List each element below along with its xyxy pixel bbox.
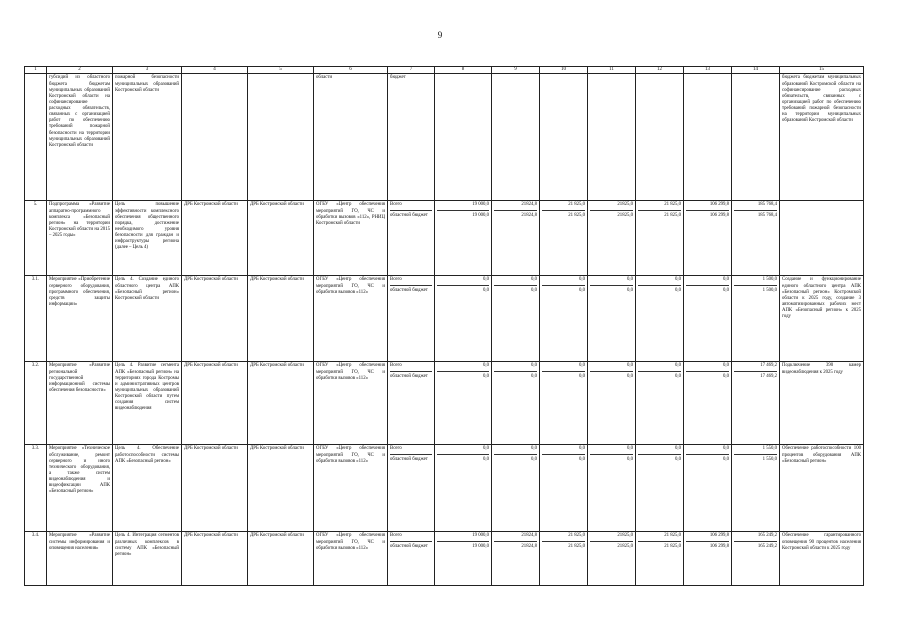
column-number: 13: [684, 67, 732, 74]
cell-result: Обеспечение работоспособности 100 процентов оборудования АПК «Безопасный регион»: [780, 445, 864, 532]
cell-amount: [540, 362, 588, 445]
amount-value: 185 768,4: [757, 212, 777, 218]
amount-value: 0,0: [531, 456, 537, 462]
cell-amount: [540, 445, 588, 532]
cell-amount: [684, 362, 732, 445]
cell-result: Обеспечение гарантированного оповещения 90 процентов населения Костромской области к 2025 году: [780, 532, 864, 586]
cell-amount: [588, 362, 636, 445]
cell-coexecutor: ДРБ Костромской области: [248, 362, 314, 445]
cell-amount: [435, 445, 492, 532]
funding-source: областной бюджет: [390, 287, 428, 293]
cell-amount: [435, 201, 492, 276]
cell-number: 5.: [25, 201, 47, 276]
cell-amount: [588, 532, 636, 586]
cell-name: Подпрограмма «Развитие аппаратно-программного комплекса «Безопасный регион» на территории Костромской области на 2015 – 2025 годы»: [47, 201, 113, 276]
column-number: 3: [113, 67, 182, 74]
amount-value: 0,0: [579, 287, 585, 293]
column-number: 7: [388, 67, 435, 74]
column-number: 14: [732, 67, 780, 74]
amount-value: 165 249,2: [757, 543, 777, 549]
table-row: [25, 362, 864, 445]
amount-value: 21 825,0: [542, 202, 585, 210]
amount-value: 17 469,2: [734, 363, 777, 371]
cell-participants: ОГБУ «Центр обеспечения мероприятий ГО, ЧС и обработки вызовов «112»: [314, 445, 388, 532]
amount-value: 0,0: [627, 373, 633, 379]
amount-value: 19 000,0: [472, 212, 489, 218]
cell-name: Мероприятие «Развитие региональной государственной информационной системы обеспечения безопасности»: [47, 362, 113, 445]
cell-amount: [540, 532, 588, 586]
amount-value: 0,0: [483, 456, 489, 462]
cell-amount: [435, 362, 492, 445]
cell-amount: [732, 362, 780, 445]
cell-number: 3.4.: [25, 532, 47, 586]
cell-result: Создание и функционирование единого областного центра АПК «Безопасный регион» Костромской области к 2025 году, создание 3 автоматизированных рабочих мест АПК «Безопасный регион» к 2025 году: [780, 276, 864, 362]
amount-value: 19 000,0: [437, 533, 489, 541]
table-row: [25, 445, 864, 532]
column-number: 1: [25, 67, 47, 74]
cell-amount: [492, 276, 540, 362]
cell-amount: [435, 276, 492, 362]
amount-value: 1 550,0: [762, 456, 777, 462]
cell-number: 3.1.: [25, 276, 47, 362]
cell-result: [780, 201, 864, 276]
cell-source: [388, 532, 435, 586]
cell-responsible: ДРБ Костромской области: [182, 445, 248, 532]
cell-amount: [492, 532, 540, 586]
amount-value: 21 825,0: [638, 533, 681, 541]
funding-source: Всего: [390, 446, 432, 454]
cell-participants: области: [314, 74, 388, 201]
cell-amount: [684, 532, 732, 586]
amount-value: 0,0: [542, 363, 585, 371]
cell-participants: ОГБУ «Центр обеспечения мероприятий ГО, ЧС и обработки вызовов «112», РНИЦ Костромской области: [314, 201, 388, 276]
amount-value: 106 299,8: [686, 533, 729, 541]
amount-value: 17 469,2: [760, 373, 777, 379]
column-number: 6: [314, 67, 388, 74]
amount-value: 21825,0: [617, 212, 633, 218]
amount-value: 0,0: [579, 373, 585, 379]
cell-name: Мероприятие «Приобретение серверного оборудования, программного обеспечения, средств защиты информации»: [47, 276, 113, 362]
page-number: 9: [437, 30, 443, 40]
amount-value: 0,0: [686, 363, 729, 371]
amount-value: 0,0: [675, 373, 681, 379]
amount-value: 21825,0: [590, 533, 633, 541]
amount-value: 21 825,0: [568, 543, 585, 549]
funding-source: областной бюджет: [390, 456, 428, 462]
cell-name: Мероприятие «Развитие системы информирования и оповещения населения»: [47, 532, 113, 586]
cell-amount: [732, 201, 780, 276]
amount-value: 0,0: [437, 277, 489, 285]
cell-source: бюджет: [388, 74, 435, 201]
cell-amount: [636, 201, 684, 276]
column-number-row: [25, 67, 864, 74]
cell-amount: [540, 201, 588, 276]
column-number: 2: [47, 67, 113, 74]
continuation-row: [25, 74, 864, 201]
column-number: 5: [248, 67, 314, 74]
cell-amount: [588, 445, 636, 532]
amount-value: 0,0: [638, 363, 681, 371]
amount-value: 21 825,0: [638, 202, 681, 210]
funding-source: Всего: [390, 202, 432, 210]
amount-value: 0,0: [723, 456, 729, 462]
table-row: [25, 201, 864, 276]
cell-amount: [636, 532, 684, 586]
amount-value: 0,0: [590, 277, 633, 285]
cell-amount: [588, 276, 636, 362]
amount-value: 0,0: [542, 277, 585, 285]
cell-amount: [684, 201, 732, 276]
cell-responsible: ДРБ Костромской области: [182, 201, 248, 276]
cell-amount: [732, 532, 780, 586]
amount-value: 0,0: [531, 373, 537, 379]
cell-name: Мероприятие «Техническое обслуживание, ремонт серверного и иного технического оборудования, а также систем видеонаблюдения и видеофиксации АПК «Безопасный регион»: [47, 445, 113, 532]
amount-value: 0,0: [627, 287, 633, 293]
cell-responsible: ДРБ Костромской области: [182, 362, 248, 445]
amount-value: 0,0: [483, 373, 489, 379]
cell-source: [388, 276, 435, 362]
table-row: [25, 532, 864, 586]
cell-participants: ОГБУ «Центр обеспечения мероприятий ГО, ЧС и обработки вызовов «112»: [314, 362, 388, 445]
cell-name: губсидий из областного бюджета бюджетам муниципальных образований Костромской области на софинансирование расходных обязательств, связанных с организацией работ по обеспечению требований пожарной безопасности на территории муниципальных образований Костромской области: [47, 74, 113, 201]
amount-value: 0,0: [723, 373, 729, 379]
cell-source: [388, 445, 435, 532]
cell-result: бюджета бюджетам муниципальных образований Костромской области на софинансирование расходных обязательств, связанных с организацией работ по обеспечению требований пожарной безопасности на территории муниципальных образований Костромской области: [780, 74, 864, 201]
amount-value: 19 000,0: [437, 202, 489, 210]
column-number: 4: [182, 67, 248, 74]
funding-source: Всего: [390, 277, 432, 285]
amount-value: 21824,8: [494, 533, 537, 541]
cell-number: 3.3.: [25, 445, 47, 532]
cell-coexecutor: ДРБ Костромской области: [248, 201, 314, 276]
cell-coexecutor: ДРБ Костромской области: [248, 532, 314, 586]
amount-value: 0,0: [686, 446, 729, 454]
cell-amount: [435, 532, 492, 586]
funding-source: областной бюджет: [390, 373, 428, 379]
amount-value: 19 000,0: [472, 543, 489, 549]
cell-result: Подключение 390 камер видеонаблюдения к 2025 году: [780, 362, 864, 445]
cell-amount: [540, 276, 588, 362]
cell-amount: [636, 445, 684, 532]
amount-value: 0,0: [494, 446, 537, 454]
amount-value: 0,0: [590, 363, 633, 371]
cell-responsible: ДРБ Костромской области: [182, 276, 248, 362]
amount-value: 0,0: [675, 287, 681, 293]
cell-amount: [636, 362, 684, 445]
amount-value: 1 500,0: [734, 277, 777, 285]
amount-value: 21 825,0: [664, 543, 681, 549]
amount-value: 0,0: [590, 446, 633, 454]
column-number: 15: [780, 67, 864, 74]
amount-value: 106 299,8: [709, 543, 729, 549]
amount-value: 0,0: [437, 446, 489, 454]
cell-goal: Цель повышение эффективности комплексного обеспечения общественного порядка, достижение необходимого уровня безопасности для граждан и инфраструктуры региона (далее – Цель 4): [113, 201, 182, 276]
amount-value: 0,0: [638, 277, 681, 285]
cell-amount: [492, 362, 540, 445]
cell-amount: [732, 276, 780, 362]
table-row: [25, 276, 864, 362]
cell-coexecutor: ДРБ Костромской области: [248, 445, 314, 532]
cell-amount: [492, 201, 540, 276]
amount-value: 0,0: [638, 446, 681, 454]
column-number: 11: [588, 67, 636, 74]
amount-value: 0,0: [542, 446, 585, 454]
amount-value: 1 550,0: [734, 446, 777, 454]
cell-amount: [732, 445, 780, 532]
amount-value: 165 249,2: [734, 533, 777, 541]
funding-source: областной бюджет: [390, 212, 428, 218]
funding-source: Всего: [390, 363, 432, 371]
funding-source: Всего: [390, 533, 432, 541]
cell-amount: [636, 276, 684, 362]
program-table: [24, 66, 864, 586]
cell-source: [388, 362, 435, 445]
amount-value: 106 299,8: [709, 212, 729, 218]
column-number: 8: [435, 67, 492, 74]
cell-goal: Цель 4. Создание единого областного центра АПК «Безопасный регион» Костромской области: [113, 276, 182, 362]
cell-coexecutor: ДРБ Костромской области: [248, 276, 314, 362]
cell-participants: ОГБУ «Центр обеспечения мероприятий ГО, ЧС и обработки вызовов «112»: [314, 532, 388, 586]
cell-source: [388, 201, 435, 276]
amount-value: 0,0: [675, 456, 681, 462]
amount-value: 21824,8: [521, 212, 537, 218]
amount-value: 0,0: [531, 287, 537, 293]
amount-value: 1 500,0: [762, 287, 777, 293]
cell-goal: Цель 4. Интеграция сегментов различных комплексов в систему АПК «Безопасный регион»: [113, 532, 182, 586]
cell-amount: [684, 276, 732, 362]
amount-value: 0,0: [483, 287, 489, 293]
amount-value: 0,0: [494, 277, 537, 285]
column-number: 10: [540, 67, 588, 74]
amount-value: 21824,8: [494, 202, 537, 210]
amount-value: 0,0: [686, 277, 729, 285]
amount-value: 21825,0: [617, 543, 633, 549]
cell-amount: [492, 445, 540, 532]
funding-source: областной бюджет: [390, 543, 428, 549]
amount-value: 0,0: [494, 363, 537, 371]
cell-number: 3.2.: [25, 362, 47, 445]
cell-goal: пожарной безопасности муниципальных образований Костромской области: [113, 74, 182, 201]
amount-value: 0,0: [627, 456, 633, 462]
cell-amount: [684, 445, 732, 532]
cell-goal: Цель 4. Развитие сегмента АПК «Безопасный регион» на территориях города Костромы и административных центров муниципальных образований Костромской области путем создания систем видеонаблюдения: [113, 362, 182, 445]
column-number: 12: [636, 67, 684, 74]
amount-value: 0,0: [437, 363, 489, 371]
amount-value: 106 299,8: [686, 202, 729, 210]
amount-value: 0,0: [579, 456, 585, 462]
cell-responsible: ДРБ Костромской области: [182, 532, 248, 586]
column-number: 9: [492, 67, 540, 74]
amount-value: 21824,8: [521, 543, 537, 549]
amount-value: 21 825,0: [568, 212, 585, 218]
cell-goal: Цель 4. Обеспечение работоспособности системы АПК «Безопасный регион»: [113, 445, 182, 532]
cell-participants: ОГБУ «Центр обеспечения мероприятий ГО, ЧС и обработки вызовов «112»: [314, 276, 388, 362]
amount-value: 21825,0: [590, 202, 633, 210]
amount-value: 185 768,4: [734, 202, 777, 210]
amount-value: 0,0: [723, 287, 729, 293]
cell-amount: [588, 201, 636, 276]
amount-value: 21 825,0: [542, 533, 585, 541]
amount-value: 21 825,0: [664, 212, 681, 218]
